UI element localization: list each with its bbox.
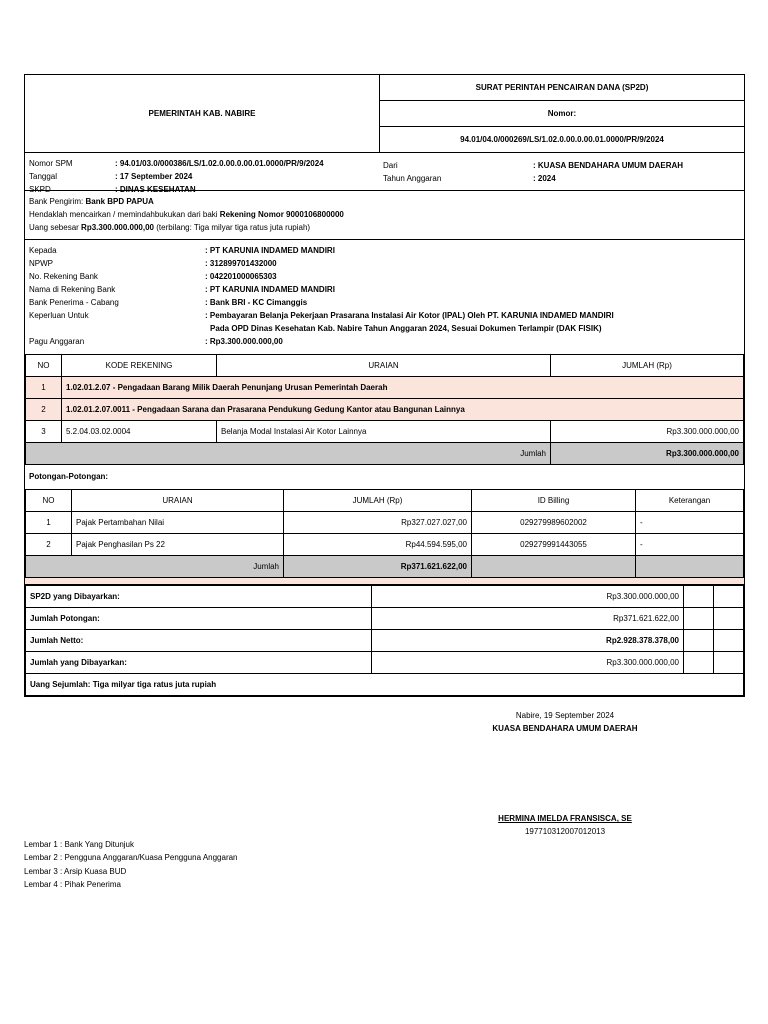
tanggal-label: Tanggal [29, 171, 58, 181]
col-jumlah: JUMLAH (Rp) [551, 355, 744, 377]
potongan-total-label: Jumlah Potongan: [26, 608, 372, 630]
kepada-label: Kepada [29, 245, 57, 255]
sp2d-label: SP2D yang Dibayarkan: [26, 586, 372, 608]
table-row [26, 512, 744, 534]
keperluan-label: Keperluan Untuk [29, 310, 89, 320]
row-no: 1 [26, 377, 62, 399]
dibayar-value: Rp3.300.000.000,00 [372, 652, 684, 674]
dari-value: : KUASA BENDAHARA UMUM DAERAH [533, 160, 684, 170]
nama-rekening-value: : PT KARUNIA INDAMED MANDIRI [205, 284, 335, 294]
row-billing: 029279991443055 [472, 534, 636, 556]
sejumlah-value: Tiga milyar tiga ratus juta rupiah [92, 679, 217, 689]
total-label: Jumlah [26, 443, 551, 465]
signature-place-date: Nabire, 19 September 2024 [515, 711, 615, 720]
uang-label: Uang sebesar [29, 222, 79, 232]
rekening-table [25, 354, 744, 465]
row-no: 1 [26, 512, 72, 534]
row-jumlah: Rp44.594.595,00 [284, 534, 472, 556]
col-uraian: URAIAN [72, 490, 284, 512]
spm-info [25, 152, 744, 194]
signature-role: KUASA BENDAHARA UMUM DAERAH [492, 724, 638, 733]
dibayar-label: Jumlah yang Dibayarkan: [26, 652, 372, 674]
document-header [25, 75, 744, 152]
bank-penerima-value: : Bank BRI - KC Cimanggis [205, 297, 308, 307]
signature-nip: 197710312007012013 [524, 827, 606, 836]
summary-row [26, 652, 744, 674]
divider [25, 578, 744, 585]
col-jumlah: JUMLAH (Rp) [284, 490, 472, 512]
nomor-spm-value: : 94.01/03.0/000386/LS/1.02.0.00.0.00.01.0000/PR/9/2024 [115, 158, 324, 168]
total-value: Rp3.300.000.000,00 [551, 443, 744, 465]
uang-value: Rp3.300.000.000,00 [81, 222, 154, 232]
sejumlah-label: Uang Sejumlah: [30, 679, 91, 689]
table-row [26, 534, 744, 556]
col-no: NO [26, 355, 62, 377]
bank-info [25, 190, 744, 239]
potongan-title: Potongan-Potongan: [29, 472, 109, 482]
npwp-label: NPWP [29, 258, 53, 268]
kepada-value: : PT KARUNIA INDAMED MANDIRI [205, 245, 335, 255]
dari-label: Dari [383, 160, 398, 170]
signature-name: HERMINA IMELDA FRANSISCA, SE [498, 814, 632, 823]
row-keterangan: - [636, 512, 744, 534]
pagu-value: : Rp3.300.000.000,00 [205, 336, 283, 346]
netto-value: Rp2.928.378.378,00 [372, 630, 684, 652]
summary-row [26, 608, 744, 630]
col-id-billing: ID Billing [472, 490, 636, 512]
keperluan-value-2: Pada OPD Dinas Kesehatan Kab. Nabire Tahun Anggaran 2024, Sesuai Dokumen Terlampir (DAK FISIK) [210, 323, 602, 333]
total-row [26, 443, 744, 465]
col-keterangan: Keterangan [636, 490, 744, 512]
penerima-info [25, 239, 744, 354]
table-row [26, 421, 744, 443]
row-jumlah: Rp3.300.000.000,00 [551, 421, 744, 443]
issuer-name: PEMERINTAH KAB. NABIRE [25, 75, 380, 152]
table-row [26, 399, 744, 421]
norek-value: : 042201000065303 [205, 271, 277, 281]
potongan-total-value: Rp371.621.622,00 [372, 608, 684, 630]
row-text: 1.02.01.2.07 - Pengadaan Barang Milik Daerah Penunjang Urusan Pemerintah Daerah [62, 377, 744, 399]
row-uraian: Pajak Pertambahan Nilai [72, 512, 284, 534]
row-uraian: Pajak Penghasilan Ps 22 [72, 534, 284, 556]
bank-pengirim-label: Bank Pengirim: [29, 196, 84, 206]
summary-row [26, 586, 744, 608]
summary-table [25, 585, 744, 696]
row-keterangan: - [636, 534, 744, 556]
row-no: 2 [26, 399, 62, 421]
skpd-value: : DINAS KESEHATAN [115, 184, 196, 194]
bank-pengirim-value: Bank BPD PAPUA [85, 196, 154, 206]
sp2d-document [24, 74, 745, 697]
total-value: Rp371.621.622,00 [284, 556, 472, 578]
nomor-value: 94.01/04.0/000269/LS/1.02.0.00.0.00.01.0000/PR/9/2024 [380, 126, 744, 152]
row-no: 3 [26, 421, 62, 443]
nama-rekening-label: Nama di Rekening Bank [29, 284, 116, 294]
total-row [26, 556, 744, 578]
lembar-item: Lembar 2 : Pengguna Anggaran/Kuasa Pengguna Anggaran [24, 853, 238, 862]
netto-label: Jumlah Netto: [26, 630, 372, 652]
total-label: Jumlah [26, 556, 284, 578]
nomor-label: Nomor: [380, 100, 744, 126]
potongan-table [25, 489, 744, 578]
col-uraian: URAIAN [217, 355, 551, 377]
col-kode-rekening: KODE REKENING [62, 355, 217, 377]
keperluan-value-1: : Pembayaran Belanja Pekerjaan Prasarana Instalasi Air Kotor (IPAL) Oleh PT. KARUNIA INDAMED MANDIRI [205, 310, 614, 320]
nomor-spm-label: Nomor SPM [29, 158, 73, 168]
npwp-value: : 312899701432000 [205, 258, 277, 268]
summary-row [26, 630, 744, 652]
col-no: NO [26, 490, 72, 512]
tahun-value: : 2024 [533, 173, 556, 183]
lembar-item: Lembar 3 : Arsip Kuasa BUD [24, 867, 127, 876]
row-billing: 029279989602002 [472, 512, 636, 534]
lembar-item: Lembar 4 : Pihak Penerima [24, 880, 121, 889]
row-jumlah: Rp327.027.027,00 [284, 512, 472, 534]
summary-row [26, 674, 744, 696]
skpd-label: SKPD [29, 184, 51, 194]
terbilang-text: (terbilang: Tiga milyar tiga ratus juta rupiah) [156, 222, 311, 232]
document-title: SURAT PERINTAH PENCAIRAN DANA (SP2D) [475, 82, 649, 92]
norek-label: No. Rekening Bank [29, 271, 98, 281]
rekening-text: Rekening Nomor 9000106800000 [219, 209, 344, 219]
tanggal-value: : 17 September 2024 [115, 171, 193, 181]
row-uraian: Belanja Modal Instalasi Air Kotor Lainnya [217, 421, 551, 443]
sp2d-value: Rp3.300.000.000,00 [372, 586, 684, 608]
tahun-label: Tahun Anggaran [383, 173, 442, 183]
bank-penerima-label: Bank Penerima - Cabang [29, 297, 119, 307]
table-row [26, 377, 744, 399]
pagu-label: Pagu Anggaran [29, 336, 85, 346]
row-no: 2 [26, 534, 72, 556]
hendaklah-text: Hendaklah mencairkan / memindahbukukan dari baki [29, 209, 218, 219]
lembar-item: Lembar 1 : Bank Yang Ditunjuk [24, 840, 134, 849]
row-kode: 5.2.04.03.02.0004 [62, 421, 217, 443]
row-text: 1.02.01.2.07.0011 - Pengadaan Sarana dan Prasarana Pendukung Gedung Kantor atau Bangunan Lainnya [62, 399, 744, 421]
